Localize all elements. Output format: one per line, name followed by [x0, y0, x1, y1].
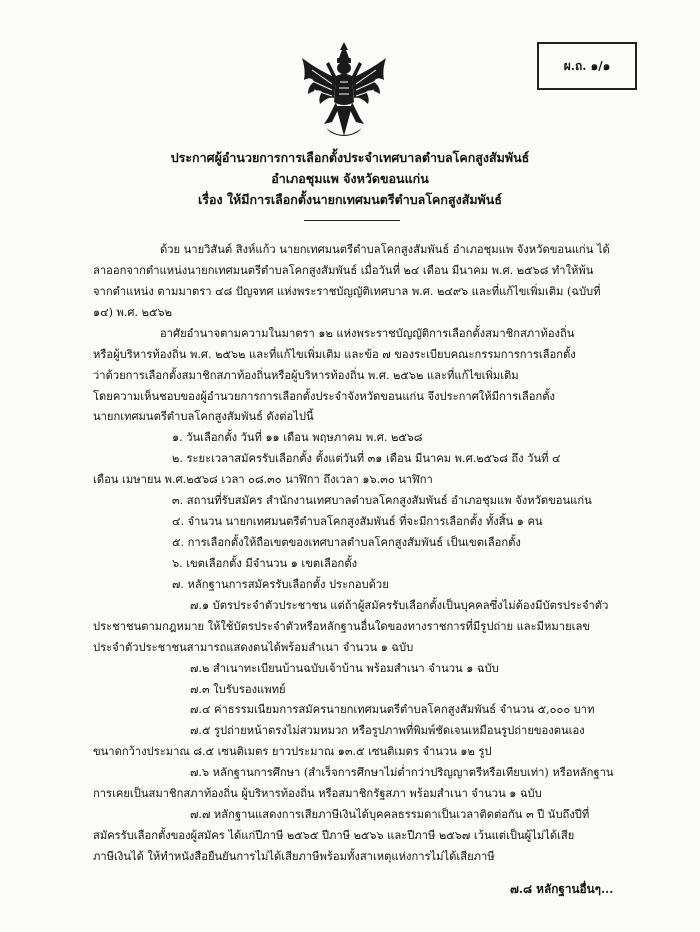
sub-item: ๗.๕ รูปถ่ายหน้าตรงไม่สวมหมวก หรือรูปภาพที่พิมพ์ชัดเจนเหมือนรูปถ่ายของตนเอง	[190, 724, 585, 737]
sub-item: ๗.๒ สำเนาทะเบียนบ้านฉบับเจ้าบ้าน พร้อมสำเนา จำนวน ๑ ฉบับ	[190, 662, 499, 675]
body-line: ด้วย นายวิสันต์ สิงห์แก้ว นายกเทศมนตรีตำบลโคกสูงสัมพันธ์ อำเภอชุมแพ จังหวัดขอนแก่น ได้	[160, 243, 610, 256]
body-line: ลาออกจากตำแหน่งนายกเทศมนตรีตำบลโคกสูงสัมพันธ์ เมื่อวันที่ ๒๔ เดือน มีนาคม พ.ศ. ๒๕๖๘ ทำให้พ้น	[93, 264, 594, 277]
sub-item: ๗.๔ ค่าธรรมเนียมการสมัครนายกเทศมนตรีตำบลโคกสูงสัมพันธ์ จำนวน ๕,๐๐๐ บาท	[190, 703, 595, 716]
body-line: อาศัยอำนาจตามความในมาตรา ๑๒ แห่งพระราชบัญญัติการเลือกตั้งสมาชิกสภาท้องถิ่น	[160, 327, 575, 340]
sub-item-continued: การเคยเป็นสมาชิกสภาท้องถิ่น ผู้บริหารท้องถิ่น หรือสมาชิกรัฐสภา พร้อมสำเนา จำนวน ๑ ฉบับ	[93, 787, 542, 800]
title-divider	[304, 220, 400, 221]
list-item: ๑. วันเลือกตั้ง วันที่ ๑๑ เดือน พฤษภาคม พ.ศ. ๒๕๖๘	[172, 431, 423, 444]
sub-item-continued: ประจำตัวประชาชนสามารถแสดงตนได้พร้อมสำเนา จำนวน ๑ ฉบับ	[93, 641, 414, 654]
body-line: โดยความเห็นชอบของผู้อำนวยการการเลือกตั้งประจำจังหวัดขอนแก่น จึงประกาศให้มีการเลือกตั้ง	[93, 390, 555, 403]
list-item: ๕. การเลือกตั้งให้ถือเขตของเทศบาลตำบลโคกสูงสัมพันธ์ เป็นเขตเลือกตั้ง	[172, 536, 521, 549]
district-province: อำเภอชุมแพ จังหวัดขอนแก่น	[271, 171, 429, 186]
sub-item: ๗.๗ หลักฐานแสดงการเสียภาษีเงินได้บุคคลธรรมดาเป็นเวลาติดต่อกัน ๓ ปี นับถึงปีที่	[190, 808, 590, 821]
list-item: ๔. จำนวน นายกเทศมนตรีตำบลโคกสูงสัมพันธ์ ที่จะมีการเลือกตั้ง ทั้งสิ้น ๑ คน	[172, 515, 543, 528]
announcement-title: ประกาศผู้อำนวยการการเลือกตั้งประจำเทศบาลตำบลโคกสูงสัมพันธ์	[170, 150, 530, 165]
sub-item-continued: ขนาดกว้างประมาณ ๘.๕ เซนติเมตร ยาวประมาณ ๑๓.๕ เซนติเมตร จำนวน ๑๒ รูป	[93, 745, 492, 758]
form-code-box: ผ.ถ. ๑/๑	[537, 42, 637, 90]
sub-item: ๗.๑ บัตรประจำตัวประชาชน แต่ถ้าผู้สมัครรับเลือกตั้งเป็นบุคคลซึ่งไม่ต้องมีบัตรประจำตัว	[190, 599, 609, 612]
sub-item-continued: ภาษีเงินได้ ให้ทำหนังสือยืนยันการไม่ได้เสียภาษีพร้อมทั้งสาเหตุแห่งการไม่ได้เสียภาษี	[93, 850, 495, 863]
sub-item: ๗.๖ หลักฐานการศึกษา (สำเร็จการศึกษาไม่ต่ำกว่าปริญญาตรีหรือเทียบเท่า) หรือหลักฐาน	[190, 766, 614, 779]
body-line: ๑๔) พ.ศ. ๒๕๖๒	[93, 306, 172, 319]
body-line: ว่าด้วยการเลือกตั้งสมาชิกสภาท้องถิ่นหรือผู้บริหารท้องถิ่น พ.ศ. ๒๕๖๒ และที่แก้ไขเพิ่มเติม	[93, 369, 519, 382]
garuda-emblem-icon	[296, 40, 392, 144]
sub-item-continued: สมัครรับเลือกตั้งของผู้สมัคร ได้แก่ปีภาษี ๒๕๖๕ ปีภาษี ๒๕๖๖ และปีภาษี ๒๕๖๗ เว้นแต่เป็นผู้ไม่ได้เสีย	[93, 829, 575, 842]
list-item-continued: เดือน เมษายน พ.ศ.๒๕๖๘ เวลา ๐๘.๓๐ นาฬิกา ถึงเวลา ๑๖.๓๐ นาฬิกา	[93, 473, 433, 486]
continuation-note: ๗.๘ หลักฐานอื่นๆ...	[510, 882, 614, 896]
list-item: ๗. หลักฐานการสมัครรับเลือกตั้ง ประกอบด้วย	[172, 578, 389, 591]
body-line: หรือผู้บริหารท้องถิ่น พ.ศ. ๒๕๖๒ และที่แก้ไขเพิ่มเติม และข้อ ๗ ของระเบียบคณะกรรมการการเลือกตั้ง	[93, 348, 576, 361]
list-item: ๓. สถานที่รับสมัคร สำนักงานเทศบาลตำบลโคกสูงสัมพันธ์ อำเภอชุมแพ จังหวัดขอนแก่น	[172, 494, 592, 507]
sub-item-continued: ประชาชนตามกฎหมาย ให้ใช้บัตรประจำตัวหรือหลักฐานอื่นใดของทางราชการที่มีรูปถ่าย และมีหมายเลข	[93, 620, 590, 633]
body-line: จากตำแหน่ง ตามมาตรา ๔๘ ปัญจทศ แห่งพระราชบัญญัติเทศบาล พ.ศ. ๒๔๙๖ และที่แก้ไขเพิ่มเติม (ฉบับที่	[93, 285, 601, 298]
list-item: ๒. ระยะเวลาสมัครรับเลือกตั้ง ตั้งแต่วันที่ ๓๑ เดือน มีนาคม พ.ศ.๒๕๖๘ ถึง วันที่ ๔	[172, 452, 561, 465]
sub-item: ๗.๓ ใบรับรองแพทย์	[190, 683, 286, 696]
subject-line: เรื่อง ให้มีการเลือกตั้งนายกเทศมนตรีตำบลโคกสูงสัมพันธ์	[198, 192, 502, 207]
body-line: นายกเทศมนตรีตำบลโคกสูงสัมพันธ์ ดังต่อไปนี้	[93, 410, 314, 423]
list-item: ๖. เขตเลือกตั้ง มีจำนวน ๑ เขตเลือกตั้ง	[172, 557, 358, 570]
